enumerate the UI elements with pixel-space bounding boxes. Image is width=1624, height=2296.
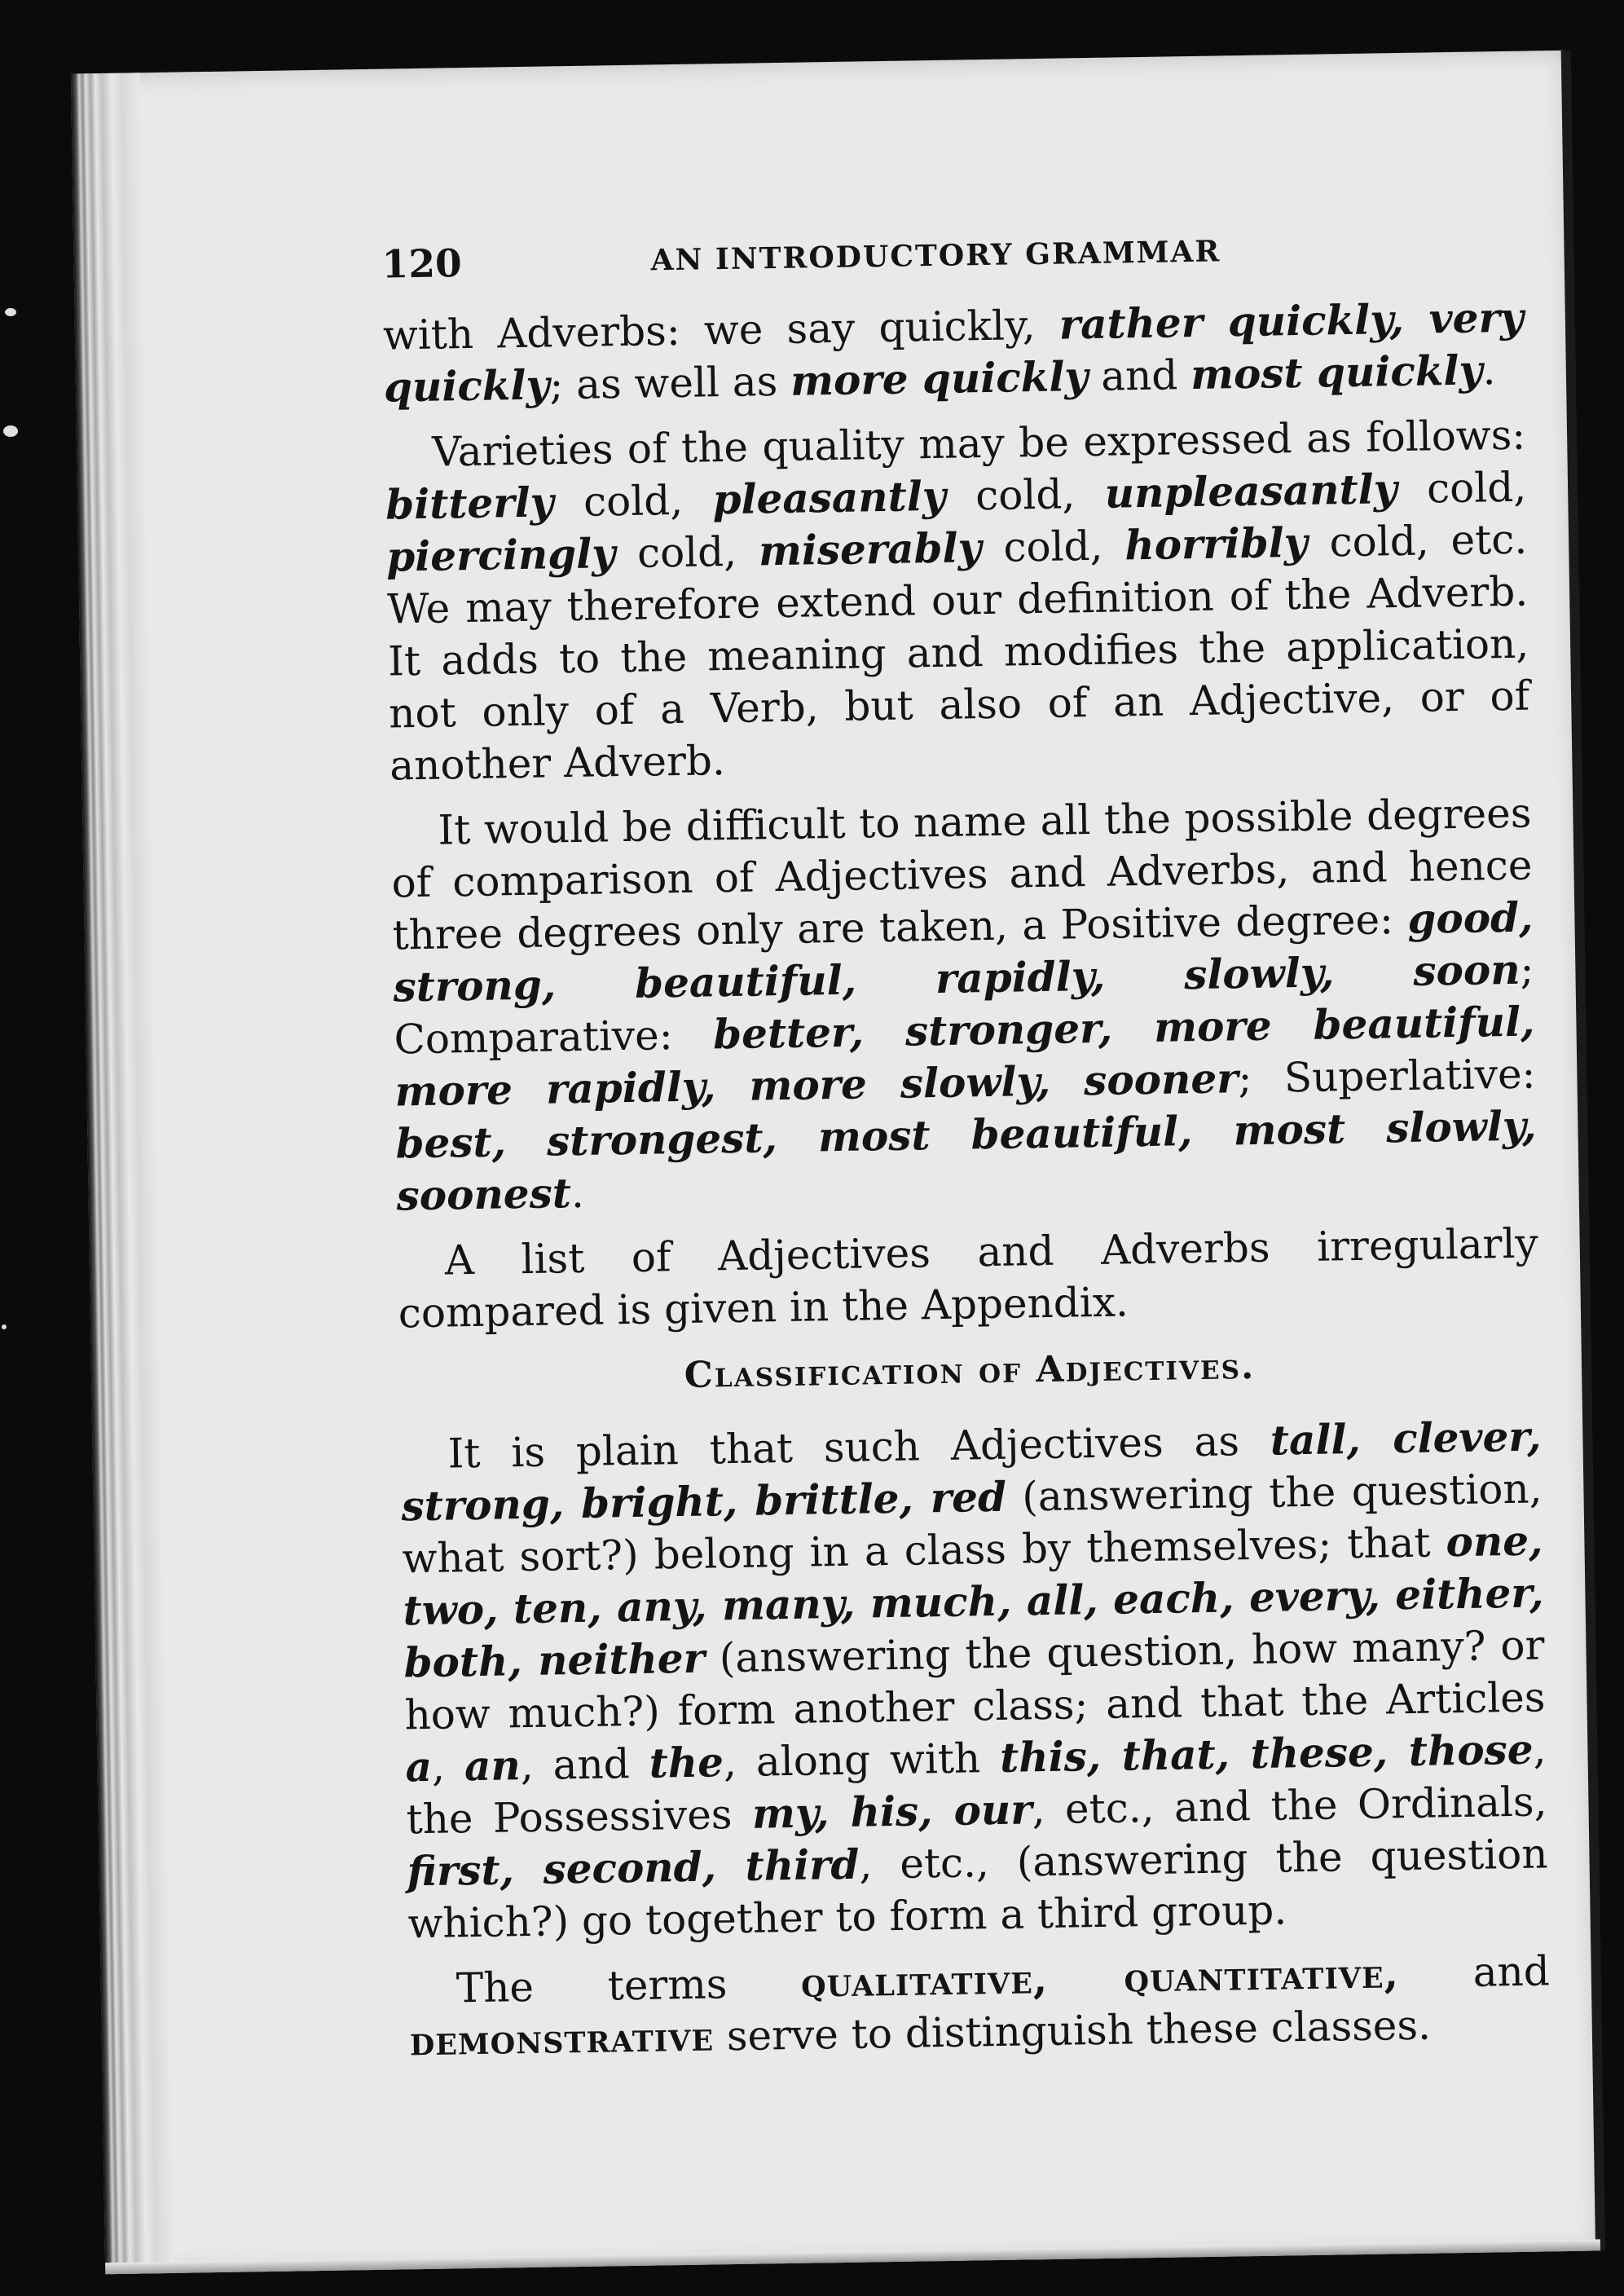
italic-run: my, his, our (751, 1785, 1033, 1838)
text-run: cold, (945, 469, 1106, 520)
running-header-title: AN INTRODUCTORY GRAMMAR (650, 234, 1221, 278)
italic-run: this, that, these, those (999, 1725, 1534, 1782)
text-run: The terms (456, 1959, 802, 2012)
text-run: cold, etc. We may therefore extend our definition of the Adverb. It adds to the meaning and modifies the application, not only of a Verb, but also of an Adjective, or of another Adverb. (386, 515, 1530, 790)
small-caps-run: qualitative, quantitative, (800, 1949, 1400, 2007)
text-run: ; Comparative: (394, 945, 1534, 1064)
italic-run: miserably (758, 523, 982, 575)
text-run: It is plain that such Adjectives as (447, 1417, 1271, 1478)
italic-run: unpleasantly (1104, 465, 1398, 518)
text-run: cold, (1397, 463, 1527, 513)
text-run: It would be difficult to name all the possible degrees of comparison of Adjectives and Adverbs, and hence three degrees only are taken, a Positive degree: (391, 789, 1533, 959)
small-caps-run: demonstrative (409, 2012, 715, 2065)
text-run: and (1087, 351, 1191, 401)
text-run: and (1398, 1947, 1551, 1998)
text-run: , etc., and the Ordinals, (1032, 1778, 1547, 1834)
book-page (71, 51, 1600, 2274)
paragraph-appendix-note: A list of Adjectives and Adverbs irregularly compared is given in the Appendix. (398, 1219, 1539, 1337)
text-run: ; as well as (548, 357, 791, 409)
text-run: cold, (553, 476, 714, 527)
italic-run: first, second, third (407, 1840, 860, 1896)
italic-run: most quickly (1190, 346, 1483, 399)
text-run: serve to distinguish these classes. (713, 2001, 1432, 2060)
text-run: , and (520, 1739, 650, 1790)
italic-run: more quickly (790, 352, 1089, 405)
text-run: . (570, 1169, 585, 1218)
italic-run: best, strongest, most beautiful, most slowly, soonest (395, 1101, 1537, 1220)
paragraph-terms (408, 1945, 1551, 2067)
italic-run: a (405, 1742, 433, 1791)
text-run: cold, (614, 527, 759, 578)
page-content (381, 218, 1551, 2081)
text-run: ; Superlative: (1238, 1050, 1536, 1103)
italic-run: the (649, 1738, 724, 1787)
paragraph-varieties (385, 409, 1531, 792)
text-run: with Adverbs: we say quickly, (382, 301, 1060, 359)
text-run: . (1482, 346, 1496, 394)
section-heading: Classification of Adjectives. (684, 1345, 1256, 1396)
italic-run: bitterly (385, 478, 555, 529)
text-run: , etc., (answering the question which?) go together to form a third group. (407, 1830, 1548, 1948)
text-run: (answering the question, how many? or how much?) form another class; and that the Articles (404, 1621, 1546, 1739)
italic-run: better, stronger, more beautiful, more rapidly, more slowly, sooner (394, 997, 1535, 1116)
italic-run: tall, clever, strong, bright, brittle, red (401, 1412, 1542, 1531)
paragraph-degrees-of-comparison (390, 787, 1538, 1223)
italic-run: an (464, 1741, 522, 1791)
text-run: , the Possessives (406, 1725, 1547, 1844)
italic-run: horribly (1124, 518, 1309, 570)
italic-run: good, strong, beautiful, rapidly, slowly, soon (393, 892, 1534, 1011)
text-run: Varieties of the quality may be expressed as follows: (431, 411, 1526, 476)
text-run: cold, (981, 522, 1125, 572)
text-run: , along with (723, 1734, 1001, 1787)
italic-run: pleasantly (712, 471, 947, 524)
italic-run: one, two, ten, any, many, much, all, each, every, either, both, neither (403, 1516, 1544, 1687)
text-run: (answering the question, what sort?) belong in a class by themselves; that (402, 1465, 1543, 1583)
italic-run: rather quickly, very quickly (383, 293, 1525, 412)
paragraph-classification (400, 1410, 1549, 1950)
paragraph-adverb-degrees (382, 292, 1525, 414)
italic-run: piercingly (385, 529, 616, 581)
text-run: , (431, 1743, 465, 1791)
page-number: 120 (381, 241, 463, 288)
